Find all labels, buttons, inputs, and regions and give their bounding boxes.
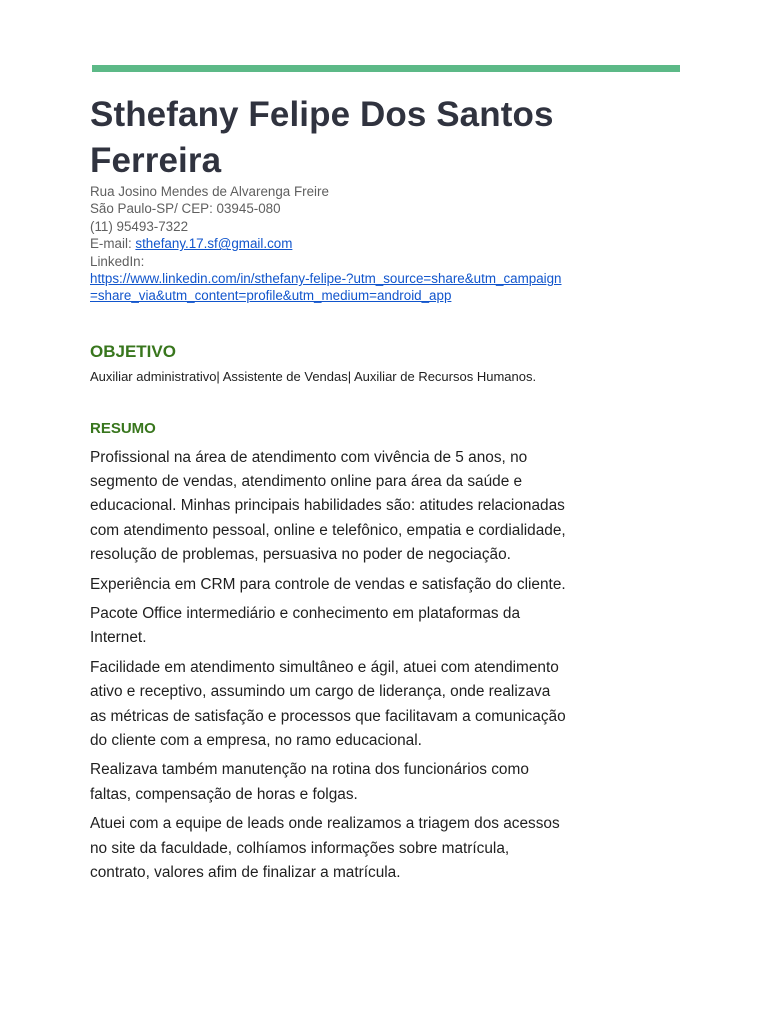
candidate-name: Sthefany Felipe Dos Santos Ferreira [90, 95, 554, 180]
phone-number: (11) 95493-7322 [90, 218, 189, 234]
resumo-body [90, 446, 568, 890]
address-line-2: São Paulo-SP/ CEP: 03945-080 [90, 201, 281, 217]
objetivo-heading: OBJETIVO [90, 342, 176, 361]
linkedin-label: LinkedIn: [90, 253, 145, 269]
header-accent-bar [92, 65, 680, 72]
resumo-paragraph: Profissional na área de atendimento com vivência de 5 anos, no segmento de vendas, atendimento online para área da saúde e educacional. Minhas principais habilidades são: atitudes relacionadas com atendimento pessoal, online e telefônico, empatia e cordialidade, resolução de problemas, persuasiva no poder de negociação. [90, 449, 566, 563]
objetivo-text: Auxiliar administrativo| Assistente de Vendas| Auxiliar de Recursos Humanos. [90, 369, 537, 384]
contact-block [90, 183, 590, 305]
resumo-paragraph: Realizava também manutenção na rotina dos funcionários como faltas, compensação de horas e folgas. [90, 761, 529, 803]
linkedin-link[interactable]: https://www.linkedin.com/in/sthefany-felipe-?utm_source=share&utm_campaign=share_via&utm_content=profile&utm_medium=android_app [90, 271, 562, 304]
resumo-paragraph: Pacote Office intermediário e conhecimento em plataformas da Internet. [90, 605, 521, 647]
resumo-paragraph: Atuei com a equipe de leads onde realizamos a triagem dos acessos no site da faculdade, colhíamos informações sobre matrícula, contrato, valores afim de finalizar a matrícula. [90, 815, 560, 881]
resumo-heading: RESUMO [90, 420, 156, 437]
email-link[interactable]: sthefany.17.sf@gmail.com [135, 236, 293, 252]
resumo-paragraph: Experiência em CRM para controle de vendas e satisfação do cliente. [90, 575, 566, 593]
resumo-paragraph: Facilidade em atendimento simultâneo e ágil, atuei com atendimento ativo e receptivo, assumindo um cargo de liderança, onde realizava as métricas de satisfação e processos que facilitavam a comunicação do cliente com a empresa, no ramo educacional. [90, 659, 566, 749]
email-line [90, 235, 590, 252]
address-line-1: Rua Josino Mendes de Alvarenga Freire [90, 184, 329, 199]
email-label: E-mail: [90, 236, 136, 252]
